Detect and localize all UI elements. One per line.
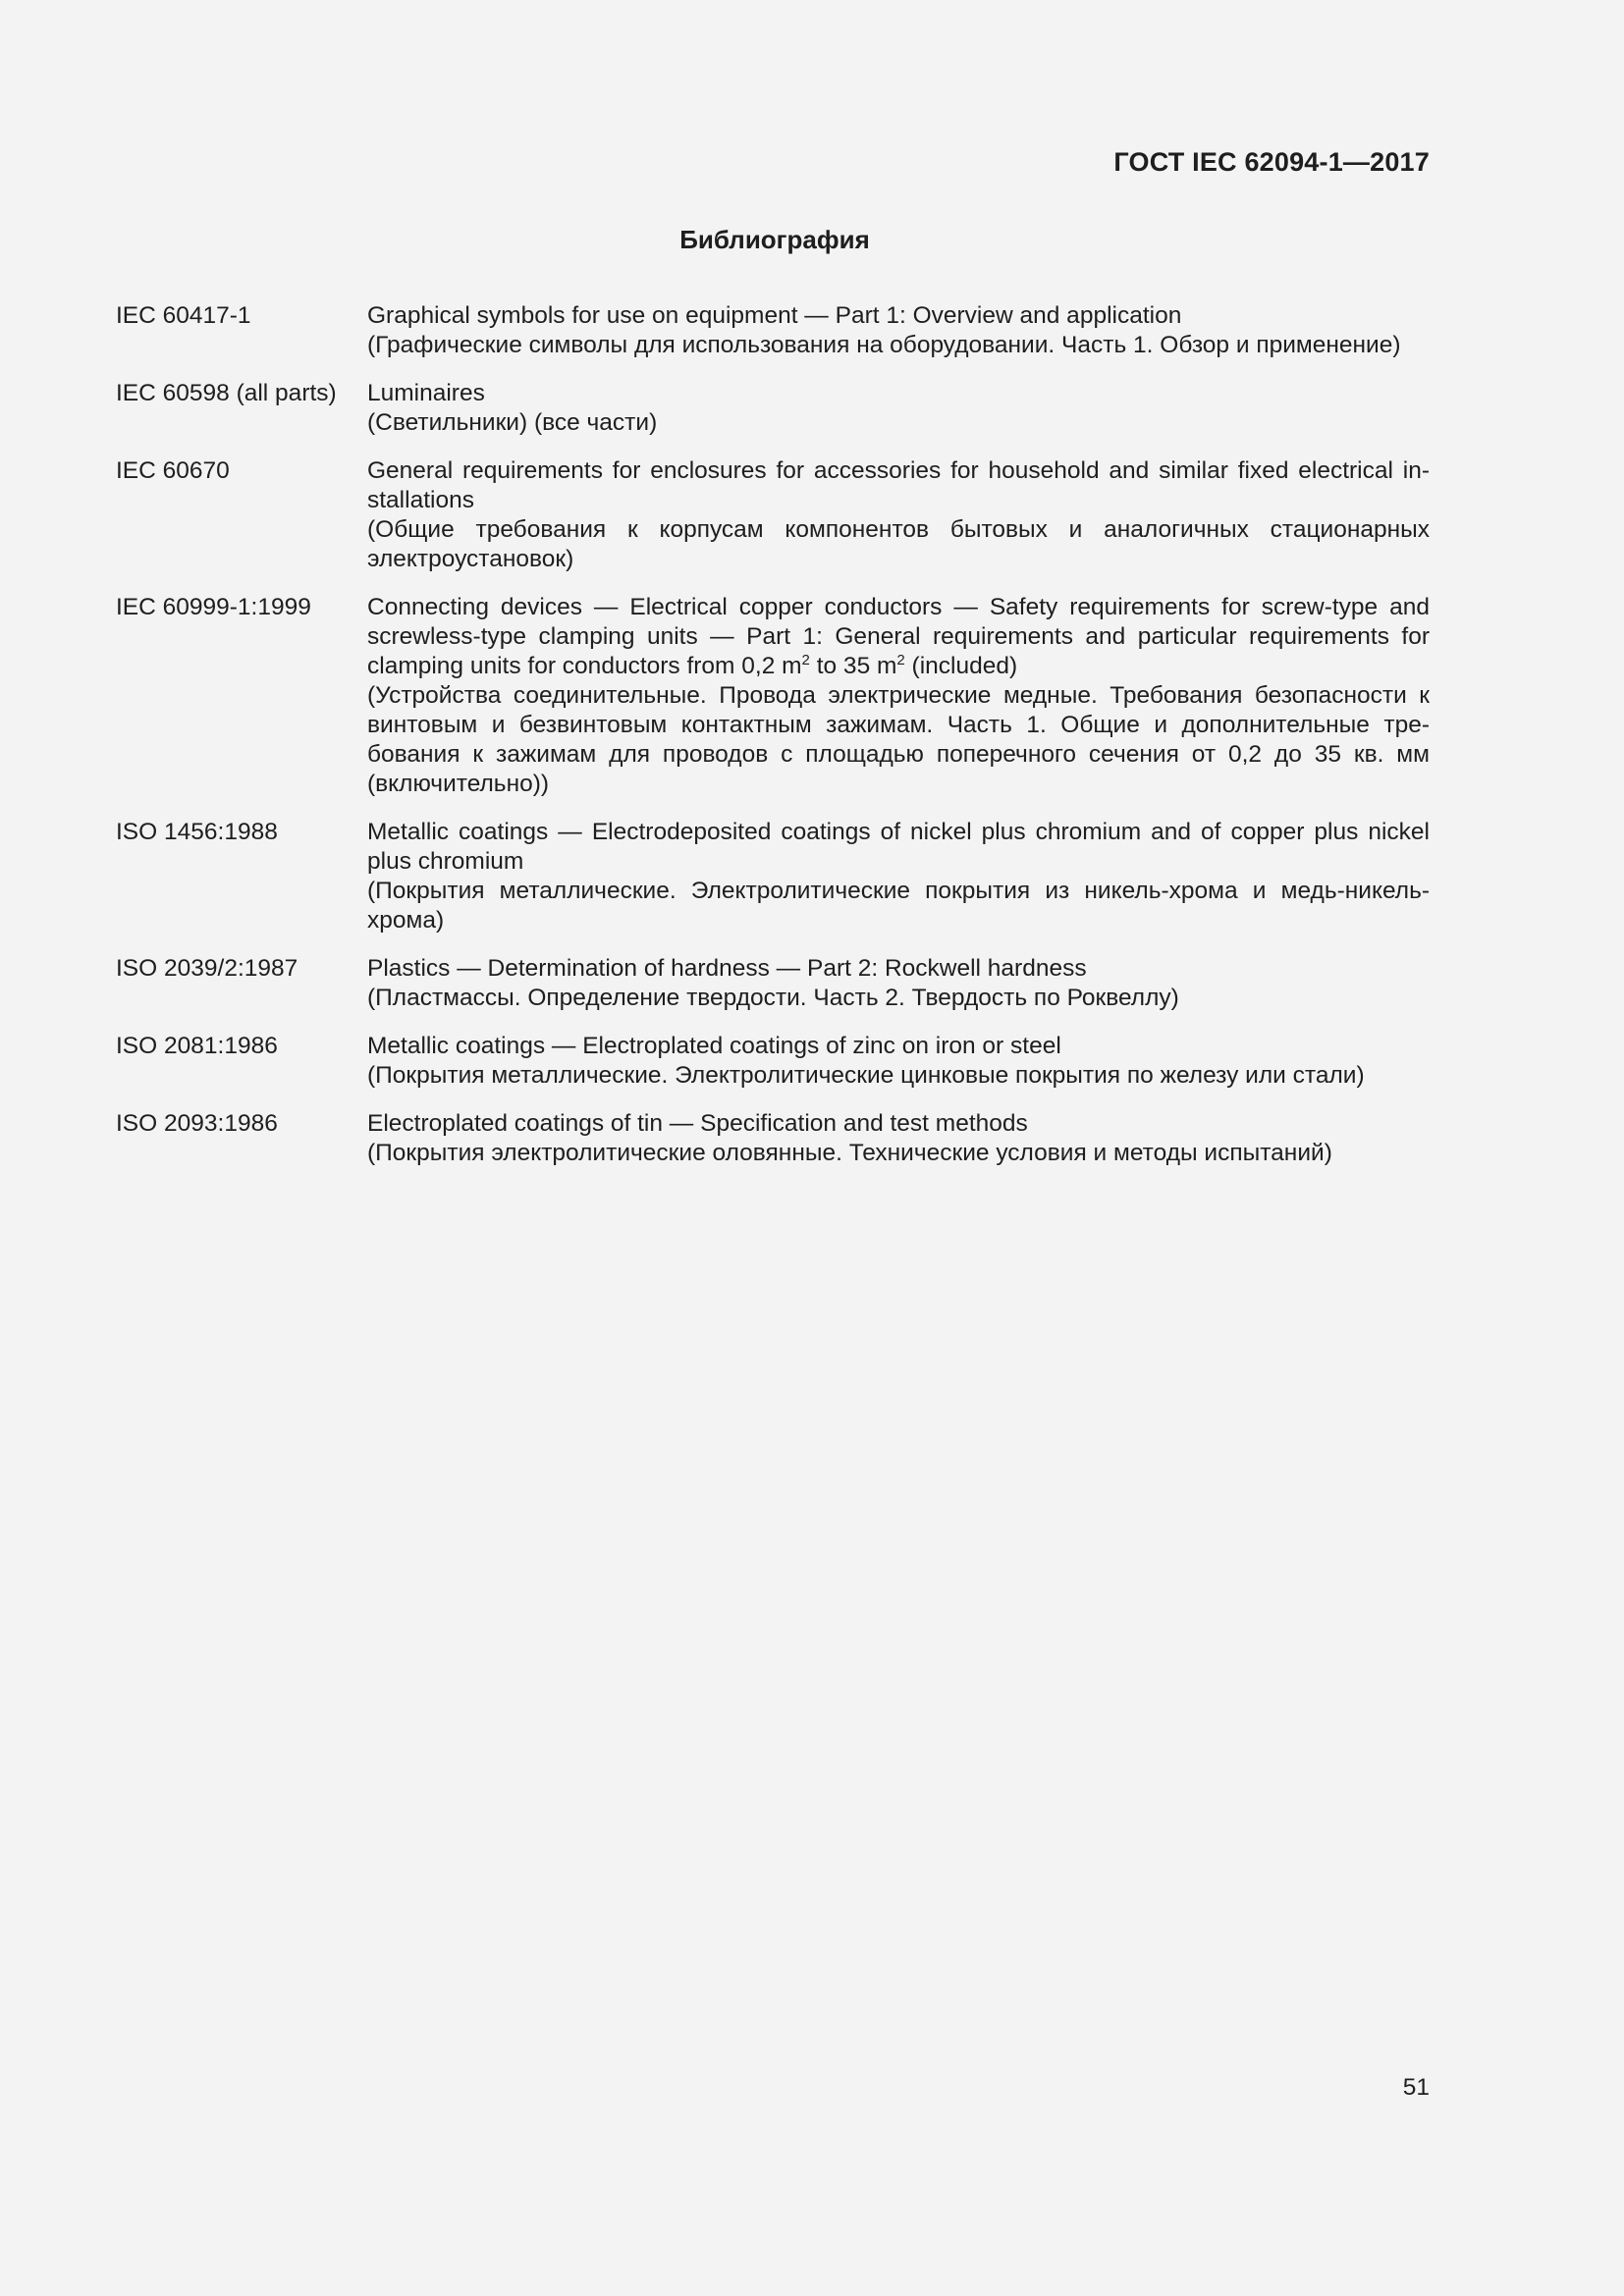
superscript-exponent: 2 — [896, 652, 905, 668]
reference-description — [367, 1109, 1430, 1168]
reference-code: ISO 2081:1986 — [116, 1033, 278, 1059]
bibliography-list — [116, 301, 1430, 1187]
reference-title-ru: (Общие требования к корпусам компонентов бытовых и аналогичных стационарных электроустановок) — [367, 516, 1430, 572]
bibliography-entry — [116, 593, 1430, 799]
section-title: Библиография — [679, 225, 870, 254]
reference-title-ru: (Устройства соединительные. Провода электрические медные. Требования безопасности к винтовым и безвинтовым контактным зажимам. Часть 1. Общие и дополнительные тре-бования к зажимам для проводов с площадью поперечного сечения от 0,2 до 35 кв. мм (включительно)) — [367, 682, 1430, 797]
reference-title-en — [367, 593, 1430, 681]
reference-description — [367, 954, 1430, 1013]
reference-title-en-part: (included) — [904, 653, 1018, 679]
reference-title-en: Luminaires — [367, 380, 485, 406]
reference-title-ru: (Светильники) (все части) — [367, 409, 658, 436]
reference-title-ru: (Покрытия металлические. Электролитические цинковые покрытия по железу или стали) — [367, 1062, 1365, 1089]
page-number: 51 — [1402, 2074, 1430, 2101]
reference-code: IEC 60417-1 — [116, 302, 251, 329]
reference-title-ru: (Покрытия электролитические оловянные. Технические условия и методы испытаний) — [367, 1140, 1332, 1166]
reference-title-en: Electroplated coatings of tin — Specification and test methods — [367, 1110, 1028, 1137]
document-standard-id: ГОСТ IEC 62094-1—2017 — [1113, 147, 1430, 177]
reference-title-en: Graphical symbols for use on equipment — Part 1: Overview and application — [367, 302, 1182, 329]
reference-title-ru: (Покрытия металлические. Электролитические покрытия из никель-хрома и медь-никель-хрома) — [367, 878, 1430, 934]
reference-title-en: Metallic coatings — Electroplated coatings of zinc on iron or steel — [367, 1033, 1061, 1059]
reference-title-ru: (Пластмассы. Определение твердости. Часть 2. Твердость по Роквеллу) — [367, 985, 1179, 1011]
bibliography-entry — [116, 456, 1430, 574]
bibliography-entry — [116, 818, 1430, 935]
reference-description — [367, 1032, 1430, 1091]
reference-title-en-part: Connecting devices — Electrical copper conductors — Safety requirements for screw-type and screwless-type clamping units — Part 1: General requirements and particular requirements for clamping units for conductors from 0,2 m — [367, 594, 1430, 679]
bibliography-entry — [116, 1032, 1430, 1091]
superscript-exponent: 2 — [801, 652, 810, 668]
reference-code: IEC 60999-1:1999 — [116, 594, 311, 620]
reference-description — [367, 593, 1430, 799]
reference-code: ISO 2039/2:1987 — [116, 955, 298, 982]
reference-title-ru: (Графические символы для использования на оборудовании. Часть 1. Обзор и применение) — [367, 332, 1401, 358]
bibliography-entry — [116, 301, 1430, 360]
bibliography-entry — [116, 954, 1430, 1013]
reference-code: IEC 60670 — [116, 457, 230, 484]
bibliography-entry — [116, 379, 1430, 438]
reference-title-en-part: to 35 m — [809, 653, 897, 679]
reference-code: IEC 60598 (all parts) — [116, 380, 337, 406]
reference-description — [367, 456, 1430, 574]
bibliography-entry — [116, 1109, 1430, 1168]
reference-description — [367, 818, 1430, 935]
reference-code: ISO 1456:1988 — [116, 819, 278, 845]
reference-title-en: Metallic coatings — Electrodeposited coatings of nickel plus chromium and of copper plus nickel plus chromium — [367, 819, 1430, 875]
reference-title-en: General requirements for enclosures for accessories for household and similar fixed electrical in-stallations — [367, 457, 1430, 513]
reference-title-en: Plastics — Determination of hardness — Part 2: Rockwell hardness — [367, 955, 1087, 982]
reference-description — [367, 379, 1430, 438]
reference-code: ISO 2093:1986 — [116, 1110, 278, 1137]
reference-description — [367, 301, 1430, 360]
